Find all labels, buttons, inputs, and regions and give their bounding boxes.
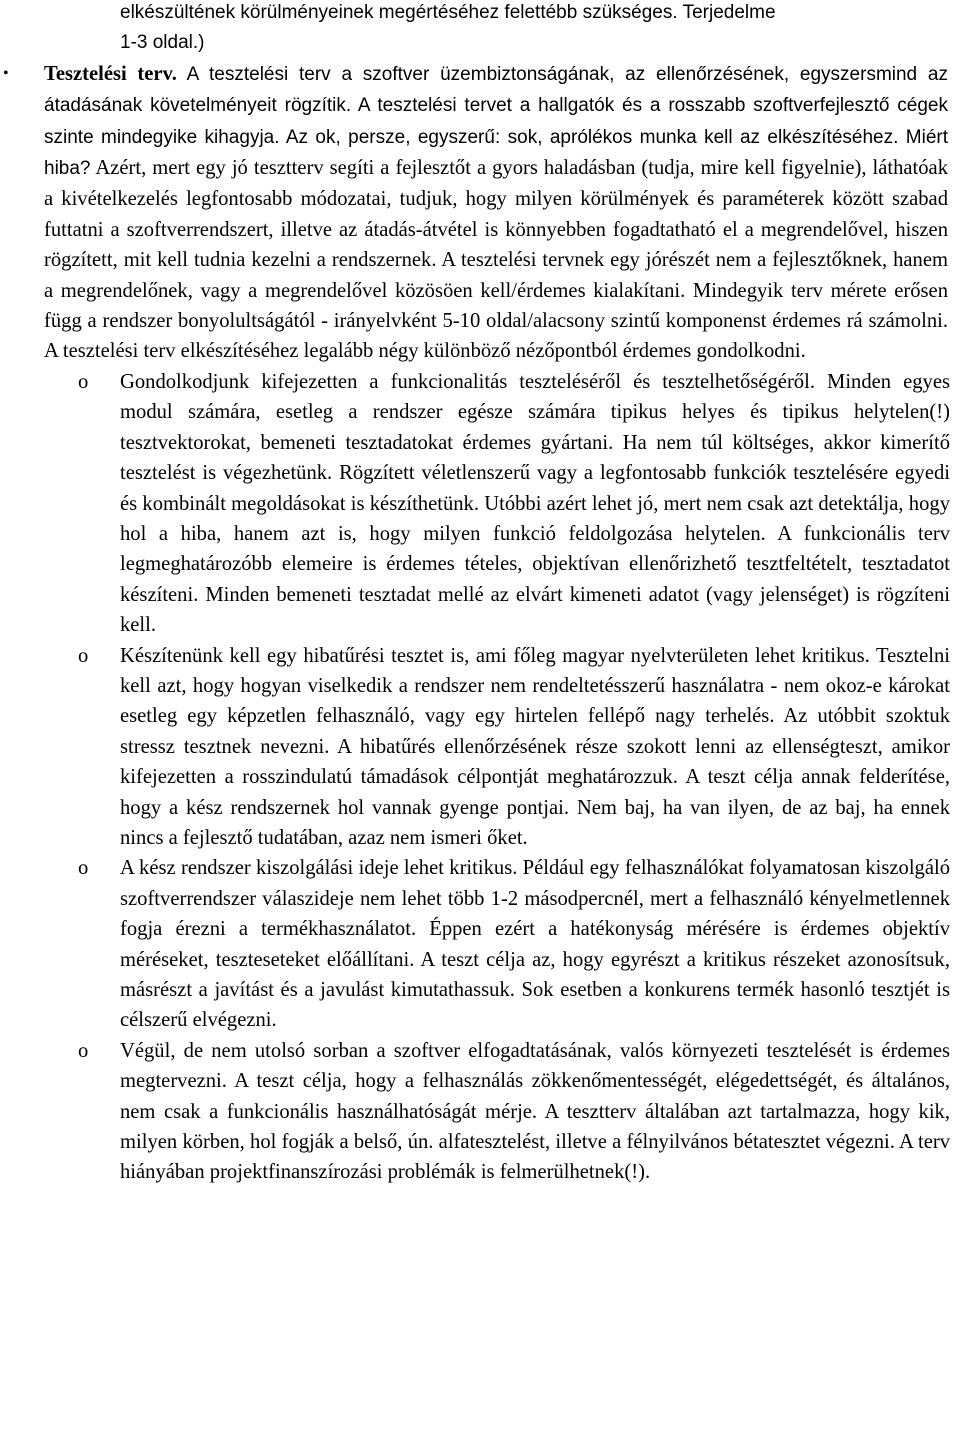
sub-list	[0, 367, 960, 1188]
sub-bullet-icon: o	[78, 1039, 89, 1062]
sub-item-text: Készítenünk kell egy hibatűrési tesztet is, ami főleg magyar nyelvterületen lehet kritikus. Tesztelni kell azt, hogy hogyan viselkedik a rendszer nem rendeltetésszerű használatra - nem okoz-e károkat esetleg egy képzetlen felhasználó, vagy egy hirtelen fellépő nagy terhelés. Az utóbbit szoktuk stressz tesztnek nevezni. A hibatűrés ellenőrzésének része szokott lenni az ellenségteszt, amikor kifejezetten a rosszindulatú támadások célpontját meghatározzuk. A teszt célja annak felderítése, hogy a kész rendszernek hol vannak gyenge pontjai. Nem baj, ha van ilyen, de az baj, ha ennek nincs a fejlesztő tudatában, azaz nem ismeri őket.	[120, 644, 950, 849]
section-heading: Tesztelési terv.	[44, 62, 177, 85]
bullet-text	[44, 59, 948, 367]
bullet-text-b: Azért, mert egy jó tesztterv segíti a fejlesztőt a gyors haladásban (tudja, mire kell figyelnie), láthatóak a kivételkezelés legfontosabb módozatai, tudjuk, hogy milyen körülmények és paraméterek között szabad futtatni a szoftverrendszert, illetve az átadás-átvétel is könnyebben fogadtatható el a megrendelővel, hiszen rögzített, mit kell tudnia kezelni a rendszernek. A tesztelési tervnek egy jórészét nem a fejlesztőknek, hanem a megrendelőnek, vagy a megrendelővel közösöen kell/érdemes kialakítani. Mindegyik terv mérete erősen függ a rendszer bonyolultságától - irányelvként 5-10 oldal/alacsony szintű komponenst érdemes rá számolni. A tesztelési terv elkészítéséhez legalább négy különböző nézőpontból érdemes gondolkodni.	[44, 157, 948, 363]
intro-paragraph	[120, 0, 960, 59]
sub-item	[0, 1036, 960, 1188]
intro-line-1: elkészültének körülményeinek megértéséhez felettébb szükséges. Terjedelme	[120, 2, 776, 23]
sub-bullet-icon: o	[78, 370, 89, 393]
sub-item-text: A kész rendszer kiszolgálási ideje lehet kritikus. Például egy felhasználókat folyamatosan kiszolgáló szoftverrendszer válaszideje nem lehet több 1-2 másodpercnél, mert a felhasználó kényelmetlennek fogja érezni a termékhasználatot. Éppen ezért a hatékonyság mérésére is érdemes objektív méréseket, teszteseteket előállítani. A teszt célja az, hogy egyrészt a kritikus részeket azonosítsuk, másrészt a javítást és a javulást kimutathassuk. Sok esetben a konkurens termék hasonló tesztjét is célszerű elvégezni.	[120, 857, 950, 1032]
bullet-text-a: A tesztelési terv a szoftver üzembiztonságának, az ellenőrzésének, egyszersmind az átadásának követelményeit rögzítik. A tesztelési tervet a hallgatók és a rosszabb szoftverfejlesztő cégek szinte mindegyike kihagyja. Az ok, persze, egyszerű: sok, aprólékos munka kell az elkészítéséhez. Miért hiba?	[44, 63, 948, 180]
sub-item	[0, 853, 960, 1035]
sub-item-text: Végül, de nem utolsó sorban a szoftver elfogadtatásának, valós környezeti tesztelését is érdemes megtervezni. A teszt célja, hogy a felhasználás zökkenőmentességét, elégedettségét, és általános, nem csak a funkcionális használhatóságát mérje. A tesztterv általában azt tartalmazza, hogy kik, milyen körben, hol fogják a belső, ún. alfatesztelést, illetve a félnyilvános bétatesztet végezni. A terv hiányában projektfinanszírozási problémák is felmerülhetnek(!).	[120, 1039, 950, 1184]
intro-line-2: 1-3 oldal.)	[120, 32, 205, 54]
sub-bullet-icon: o	[78, 857, 89, 880]
bullet-icon: •	[3, 64, 9, 82]
sub-item-text: Gondolkodjunk kifejezetten a funkcionalitás teszteléséről és tesztelhetőségéről. Minden egyes modul számára, esetleg a rendszer egésze számára tipikus helyes és tipikus helytelen(!) tesztvektorokat, bemeneti tesztadatokat érdemes gyártani. Ha nem túl költséges, akkor kimerítő tesztelést is végezhetünk. Rögzített véletlenszerű vagy a legfontosabb funkciók tesztelésére egyedi és kombinált megoldásokat is készíthetünk. Utóbbi azért lehet jó, mert nem csak azt detektálja, hogy hol a hiba, hanem azt is, hogy milyen funkció feldolgozása helytelen. A funkcionális terv legmeghatározóbb elemeire is érdemes tételes, objektívan ellenőrizhető tesztfeltételt, tesztadatot készíteni. Minden bemeneti tesztadat mellé az elvárt kimeneti adatot (vagy jelenséget) is rögzíteni kell.	[120, 370, 950, 637]
sub-bullet-icon: o	[78, 644, 89, 667]
bullet-item-tesztelesi-terv	[0, 59, 960, 367]
sub-item	[0, 367, 960, 641]
sub-item	[0, 641, 960, 854]
